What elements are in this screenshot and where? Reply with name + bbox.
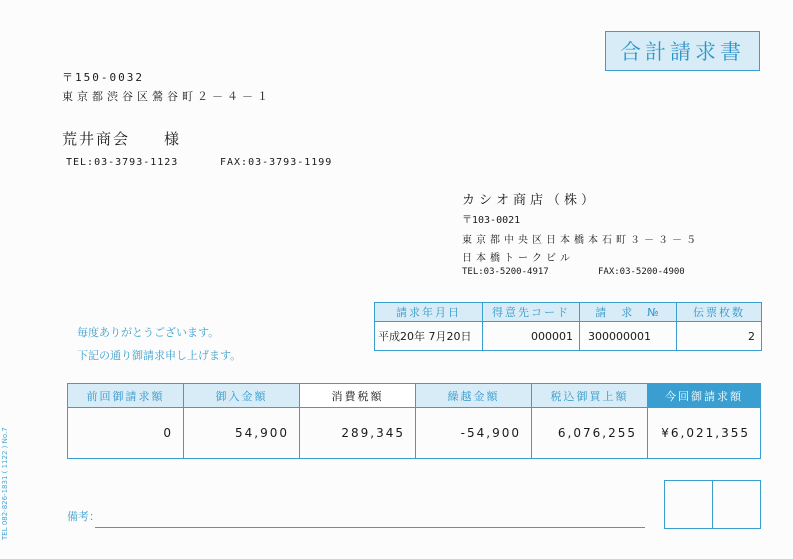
header-consumption-tax: 消費税額 [300, 384, 416, 408]
sender-fax: FAX:03-5200-4900 [598, 267, 685, 277]
sender-building: 日本橋トークビル [462, 253, 574, 264]
stamp-cell-right [713, 481, 760, 528]
invoice-number: 300000001 [580, 322, 677, 350]
recipient-fax: FAX:03-3793-1199 [220, 157, 333, 168]
header-carried-forward: 繰越金額 [416, 384, 532, 408]
header-purchases-incl-tax: 税込御買上額 [532, 384, 648, 408]
header-previous-billing: 前回御請求額 [68, 384, 184, 408]
header-customer-code: 得意先コード [483, 303, 580, 322]
recipient-name: 荒井商会 様 [62, 130, 182, 148]
recipient-postal: 〒150-0032 [62, 71, 144, 84]
greeting-line-2: 下記の通り御請求申し上げます。 [77, 349, 242, 362]
consumption-tax-value: 289,345 [300, 408, 416, 458]
header-invoice-number: 請 求 № [580, 303, 677, 322]
invoice-date: 平成20年 7月20日 [375, 322, 483, 350]
sender-name: カシオ商店（株） [462, 193, 599, 208]
sender-address: 東京都中央区日本橋本石町３－３－５ [462, 235, 700, 246]
header-payment-received: 御入金額 [184, 384, 300, 408]
invoice-info-table [374, 302, 762, 351]
recipient-tel: TEL:03-3793-1123 [66, 157, 179, 168]
stamp-cell-left [665, 481, 713, 528]
document-title: 合計請求書 [605, 31, 760, 71]
slip-count: 2 [748, 329, 755, 343]
header-current-billing: 今回御請求額 [648, 384, 760, 408]
recipient-address: 東京都渋谷区鶯谷町２－４－１ [62, 90, 272, 103]
stamp-box [664, 480, 761, 529]
sender-postal: 〒103-0021 [462, 215, 521, 226]
customer-code: 000001 [483, 322, 580, 350]
side-print-note: TEL 082-826-1831 ( 1122 ) No.7 [1, 427, 9, 540]
header-invoice-date: 請求年月日 [375, 303, 483, 322]
current-billing-value: ¥6,021,355 [661, 426, 750, 440]
previous-billing-value: 0 [68, 408, 184, 458]
header-slip-count: 伝票枚数 [677, 303, 761, 322]
sender-tel: TEL:03-5200-4917 [462, 267, 549, 277]
totals-table [67, 383, 761, 459]
memo-underline [95, 527, 645, 528]
greeting-line-1: 毎度ありがとうございます。 [77, 326, 220, 339]
payment-received-value: 54,900 [184, 408, 300, 458]
memo-label: 備考： [67, 510, 100, 523]
purchases-incl-tax-value: 6,076,255 [532, 408, 648, 458]
carried-forward-value: -54,900 [416, 408, 532, 458]
